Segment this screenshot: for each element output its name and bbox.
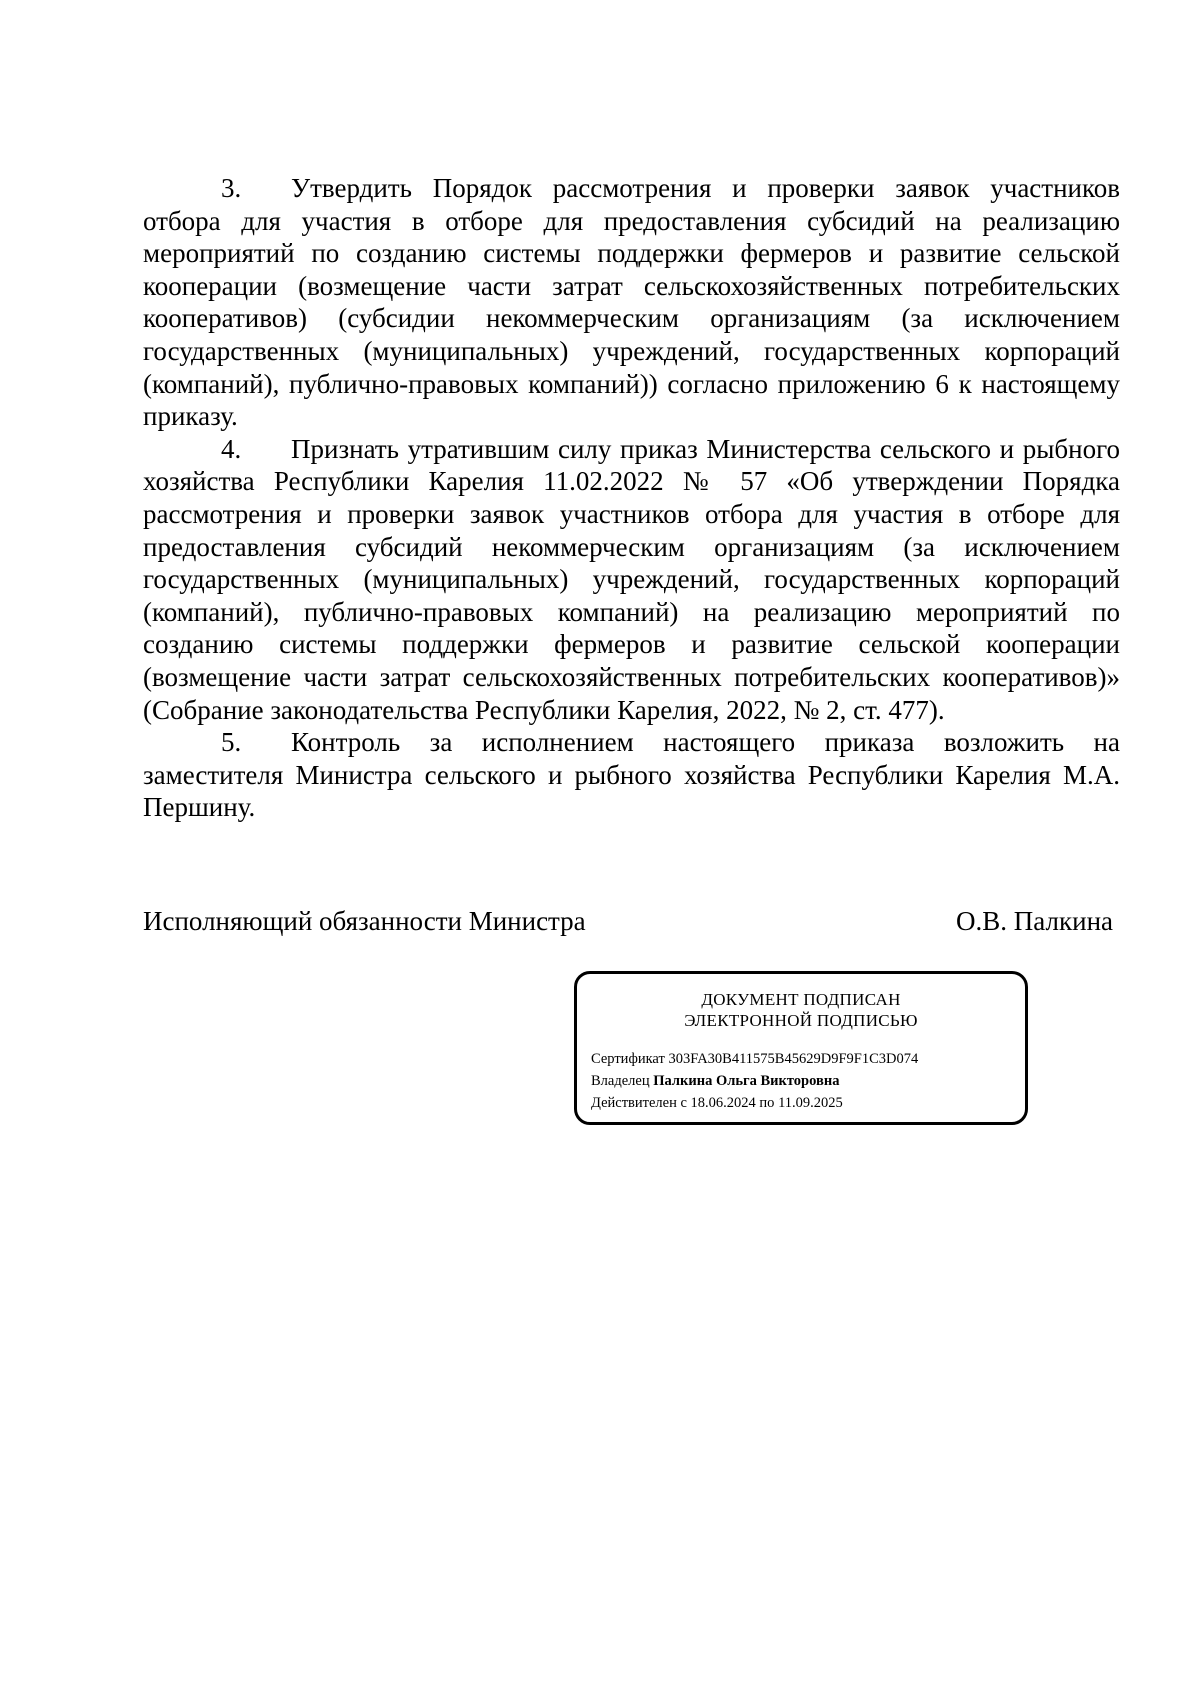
certificate-label: Сертификат (591, 1051, 665, 1067)
valid-to: 11.09.2025 (778, 1095, 843, 1111)
item-5-number: 5. (221, 727, 242, 758)
item-3-paragraph (143, 172, 1120, 433)
stamp-owner-line (591, 1070, 918, 1092)
owner-value: Палкина Ольга Викторовна (653, 1073, 840, 1089)
item-3-text: Утвердить Порядок рассмотрения и проверки заявок участников отбора для участия в отборе для предоставления субсидий на реализацию мероприятий по созданию системы поддержки фермеров и развитие сельской кооперации (возмещение части затрат сельскохозяйственных потребительских кооперативов) (субсидии некоммерческим организациям (за исключением государственных (муниципальных) учреждений, государственных корпораций (компаний), публично-правовых компаний)) согласно приложению 6 к настоящему приказу. (143, 173, 1120, 432)
item-3-number: 3. (221, 173, 242, 203)
stamp-header (577, 989, 1025, 1031)
signer-name: О.В. Палкина (956, 906, 1113, 936)
valid-from: 18.06.2024 (690, 1095, 756, 1111)
item-4-text: Признать утратившим силу приказ Министерства сельского и рыбного хозяйства Республики Карелия 11.02.2022 № 57 «Об утверждении Порядка рассмотрения и проверки заявок участников отбора для участия в отборе для предоставления субсидий некоммерческим организациям (за исключением государственных (муниципальных) учреждений, государственных корпораций (компаний), публично-правовых компаний) на реализацию мероприятий по созданию системы поддержки фермеров и развитие сельской кооперации (возмещение части затрат сельскохозяйственных потребительских кооперативов)» (Собрание законодательства Республики Карелия, 2022, № 2, ст. 477). (143, 433, 1120, 725)
electronic-signature-stamp (574, 971, 1028, 1125)
stamp-title-line1: ДОКУМЕНТ ПОДПИСАН (701, 990, 901, 1009)
valid-to-label: по (759, 1095, 775, 1111)
stamp-details (591, 1048, 918, 1114)
item-4-paragraph (143, 433, 1120, 726)
stamp-certificate-line (591, 1048, 918, 1070)
item-5-paragraph (143, 726, 1120, 824)
signature-row (143, 905, 1113, 937)
owner-label: Владелец (591, 1073, 650, 1089)
item-5-text: Контроль за исполнением настоящего приказа возложить на заместителя Министра сельского и рыбного хозяйства Республики Карелия М.А. Першину. (143, 727, 1120, 823)
certificate-value: 303FA30B411575B45629D9F9F1C3D074 (668, 1051, 919, 1067)
stamp-validity-line (591, 1092, 918, 1114)
stamp-title-line2: ЭЛЕКТРОННОЙ ПОДПИСЬЮ (684, 1011, 918, 1030)
valid-label: Действителен с (591, 1095, 687, 1111)
document-body (143, 172, 1120, 824)
item-4-number: 4. (221, 433, 242, 464)
signer-position: Исполняющий обязанности Министра (143, 906, 586, 936)
